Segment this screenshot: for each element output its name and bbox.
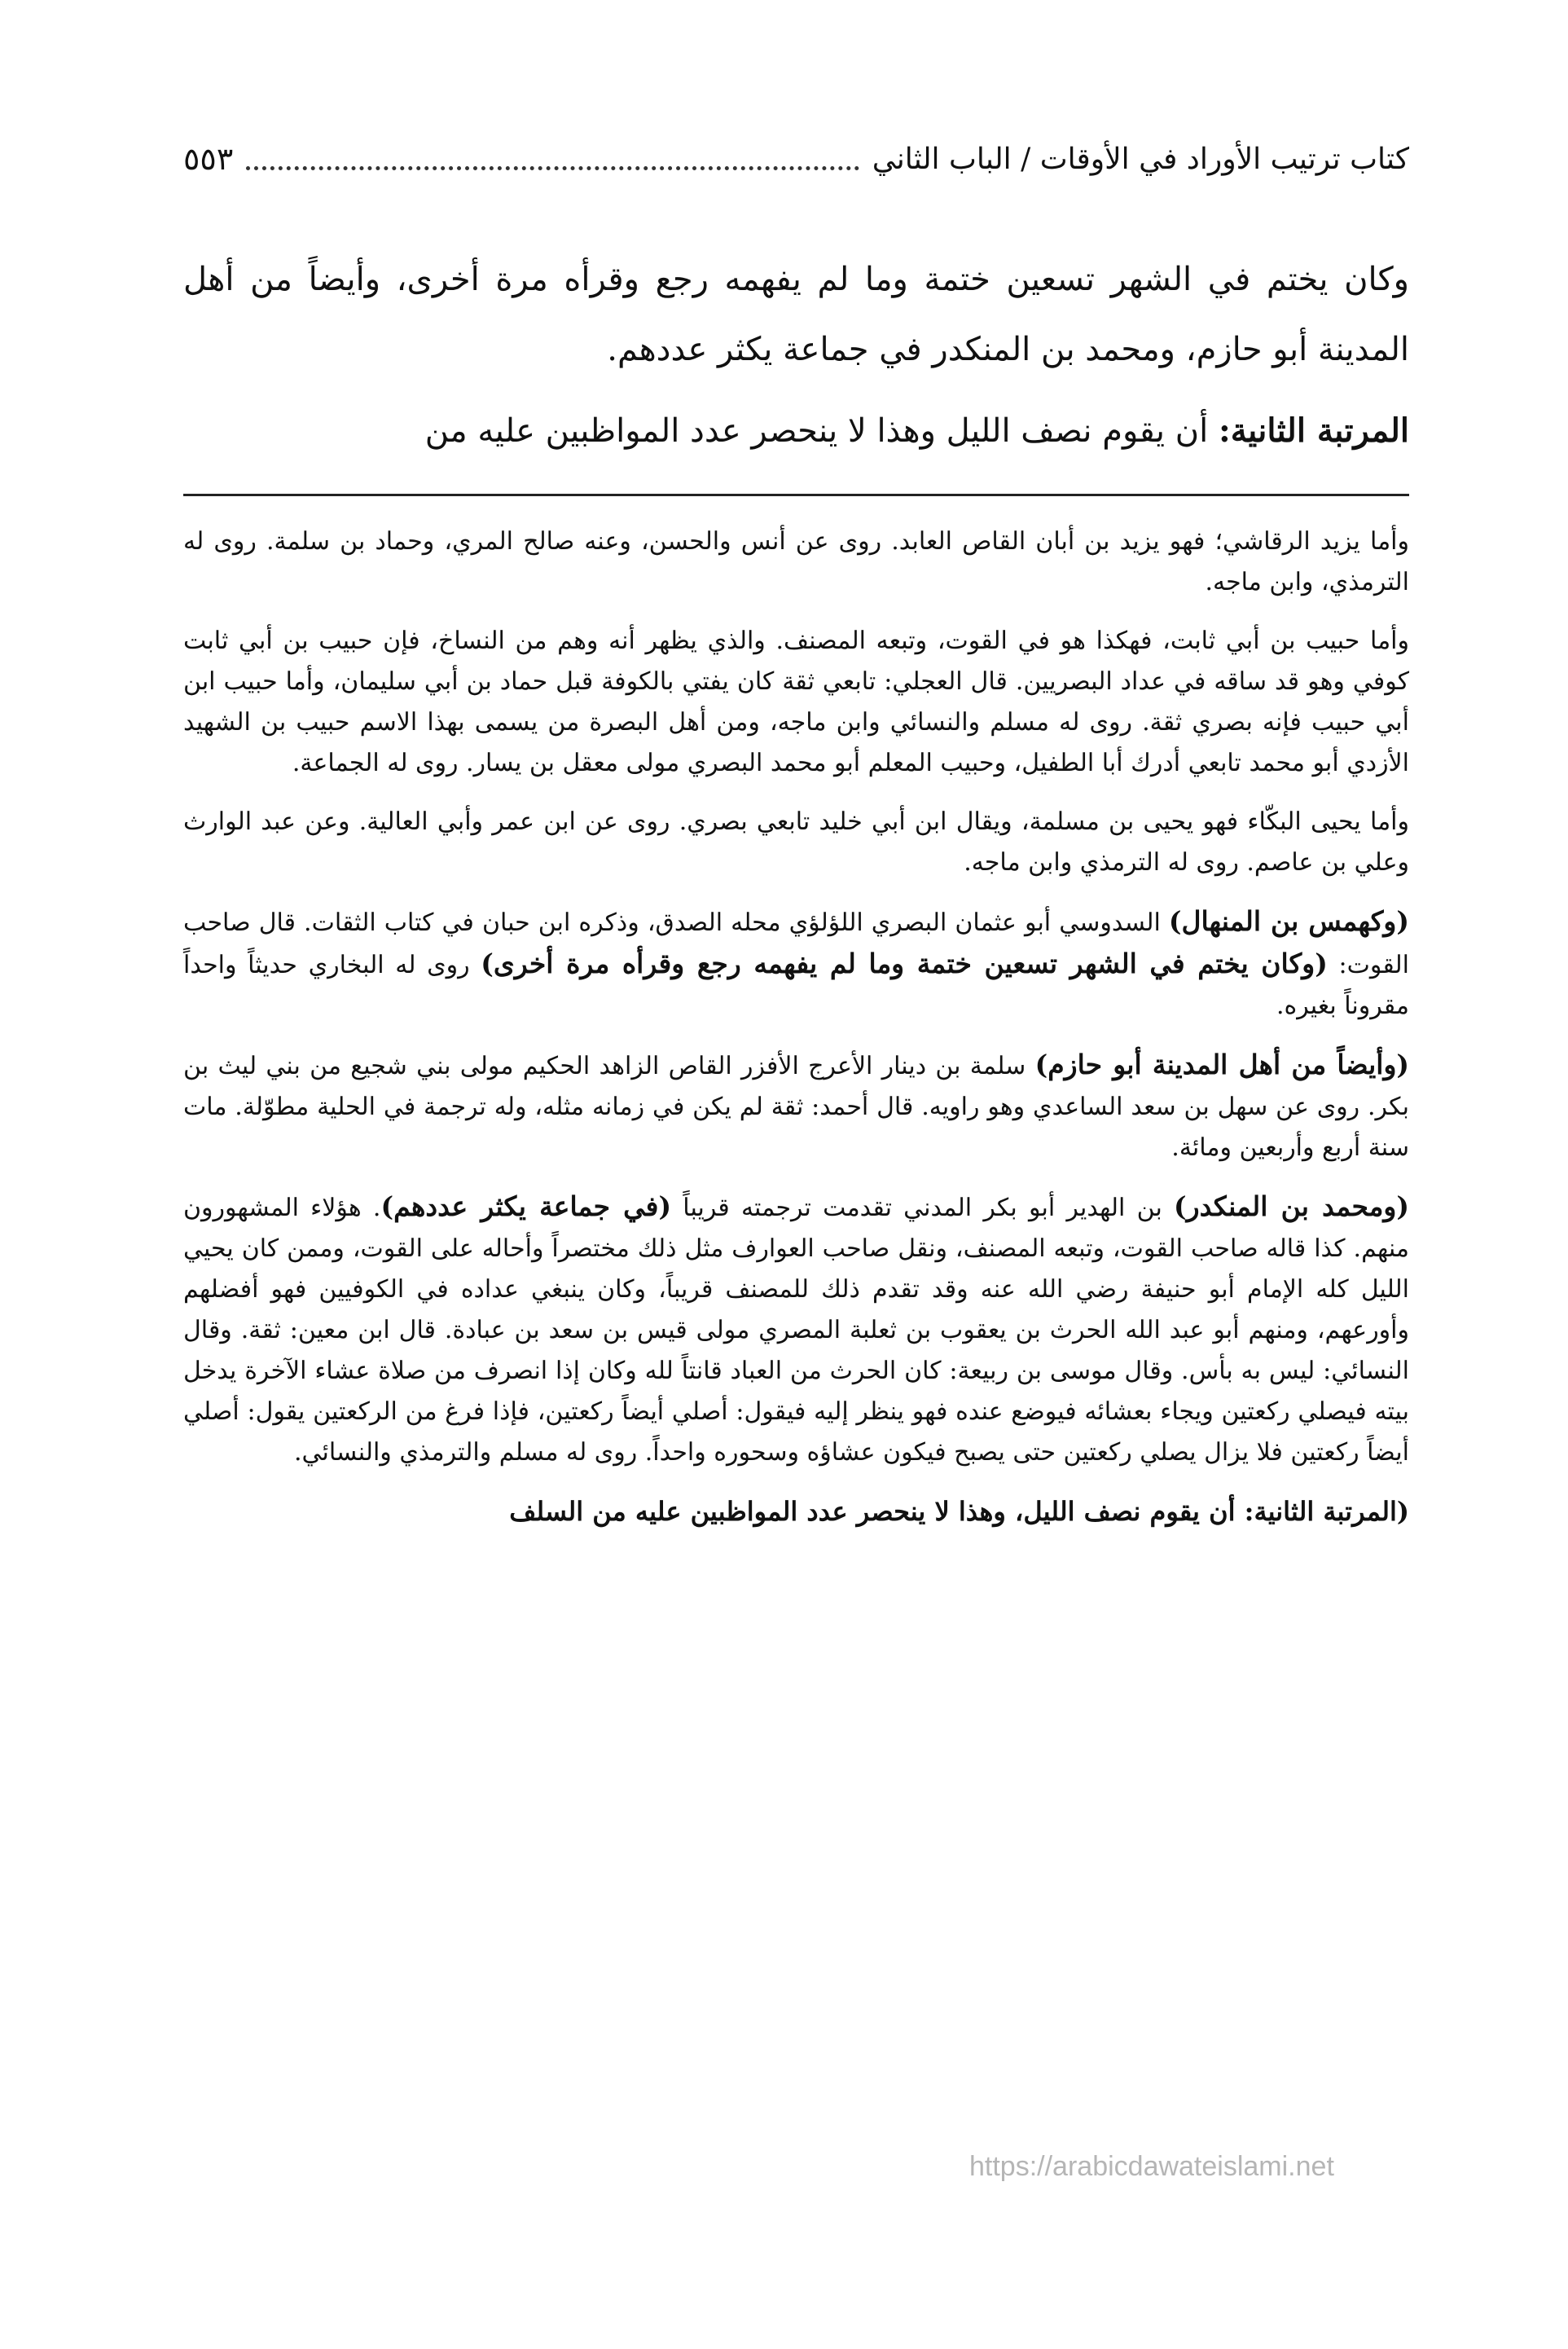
quoted-text: (وكان يختم في الشهر تسعين ختمة وما لم يفهمه رجع وقرأه مرة أخرى) — [481, 948, 1328, 979]
main-text — [183, 244, 1409, 466]
note-text: . هؤلاء المشهورون منهم. كذا قاله صاحب القوت، وتبعه المصنف، ونقل صاحب العوارف مثل ذلك مختصراً وأحاله على القوت، وممن كان يحيي الليل كله الإمام أبو حنيفة رضي الله عنه وقد تقدم ذلك للمصنف قريباً، وكان ينبغي عداده في الكوفيين فهو أفضلهم وأورعهم، ومنهم أبو عبد الله الحرث بن يعقوب بن ثعلبة المصري مولى قيس بن سعد بن عبادة. قال ابن معين: ثقة. وقال النسائي: ليس به بأس. وقال موسى بن ربيعة: كان الحرث من العباد قانتاً لله وكان إذا انصرف من صلاة عشاء الآخرة يدخل بيته فيصلي ركعتين ويجاء بعشائه فيوضع عنده فهو ينظر إليه فيقول: أصلي أيضاً ركعتين، فإذا فرغ من الركعتين يقول: أصلي أيضاً ركعتين فلا يزال يصلي ركعتين حتى يصبح فيكون عشاؤه وسحوره واحداً. روى له مسلم والترمذي والنسائي. — [183, 1194, 1409, 1467]
leader-dots — [246, 148, 859, 170]
note-ibn-munkadir — [183, 1186, 1409, 1473]
note-abu-hazim — [183, 1045, 1409, 1168]
main-paragraph: وكان يختم في الشهر تسعين ختمة وما لم يفهمه رجع وقرأه مرة أخرى، وأيضاً من أهل المدينة أبو حازم، ومحمد بن المنكدر في جماعة يكثر عددهم. — [183, 261, 1409, 368]
note-yahya: وأما يحيى البكّاء فهو يحيى بن مسلمة، ويقال ابن أبي خليد تابعي بصري. روى عن ابن عمر وأبي العالية. وعن عبد الوارث وعلي بن عاصم. روى له الترمذي وابن ماجه. — [183, 807, 1409, 877]
quoted-text: (ومحمد بن المنكدر) — [1174, 1190, 1409, 1222]
running-header — [183, 134, 1409, 183]
commentary — [183, 521, 1409, 1550]
note-text: روى له البخاري حديثاً واحداً مقروناً بغيره. — [183, 951, 1409, 1020]
note-text: بن الهدير أبو بكر المدني تقدمت ترجمته قريباً — [671, 1194, 1175, 1222]
note-text: سلمة بن دينار الأعرج الأفزر القاص الزاهد الحكيم مولى بني شجيع من بني ليث بن بكر. روى عن سهل بن سعد الساعدي وهو راويه. قال أحمد: ثقة لم يكن في زمانه مثله، وله ترجمة في الحلية مطوّلة. مات سنة أربع وأربعين ومائة. — [183, 1052, 1409, 1162]
quoted-text: (وكهمس بن المنهال) — [1168, 905, 1409, 937]
note-kahmas — [183, 901, 1409, 1027]
source-watermark: https://arabicdawateislami.net — [969, 2151, 1334, 2182]
quoted-text: (في جماعة يكثر عددهم) — [380, 1190, 672, 1222]
chapter-title: كتاب ترتيب الأوراد في الأوقات / الباب الثاني — [872, 142, 1409, 176]
rank-label: المرتبة الثانية: — [1218, 411, 1409, 450]
rank-text: أن يقوم نصف الليل وهذا لا ينحصر عدد المواظبين عليه من — [424, 412, 1219, 450]
note-text: السدوسي أبو عثمان البصري اللؤلؤي محله الصدق، وذكره ابن حبان في كتاب الثقات. قال صاحب القوت: — [183, 908, 1409, 979]
page-number: ٥٥٣ — [183, 141, 234, 177]
footnote-divider — [183, 494, 1409, 496]
note-second-rank: (المرتبة الثانية: أن يقوم نصف الليل، وهذا لا ينحصر عدد المواظبين عليه من السلف — [509, 1496, 1409, 1527]
quoted-text: (وأيضاً من أهل المدينة أبو حازم) — [1034, 1049, 1409, 1080]
note-habib: وأما حبيب بن أبي ثابت، فهكذا هو في القوت، وتبعه المصنف. والذي يظهر أنه وهم من النساخ، فإن حبيب بن أبي ثابت كوفي وهو قد ساقه في عداد البصريين. قال العجلي: تابعي ثقة كان يفتي بالكوفة قبل حماد بن أبي سليمان، وأما حبيب ابن أبي حبيب فإنه بصري ثقة. روى له مسلم والنسائي وابن ماجه، ومن أهل البصرة من يسمى بهذا الاسم حبيب بن الشهيد الأزدي أبو محمد تابعي أدرك أبا الطفيل، وحبيب المعلم أبو محمد البصري مولى معقل بن يسار. روى له الجماعة. — [183, 627, 1409, 777]
note-yazid: وأما يزيد الرقاشي؛ فهو يزيد بن أبان القاص العابد. روى عن أنس والحسن، وعنه صالح المري، وحماد بن سلمة. روى له الترمذي، وابن ماجه. — [183, 527, 1409, 596]
rank-paragraph — [183, 396, 1409, 466]
